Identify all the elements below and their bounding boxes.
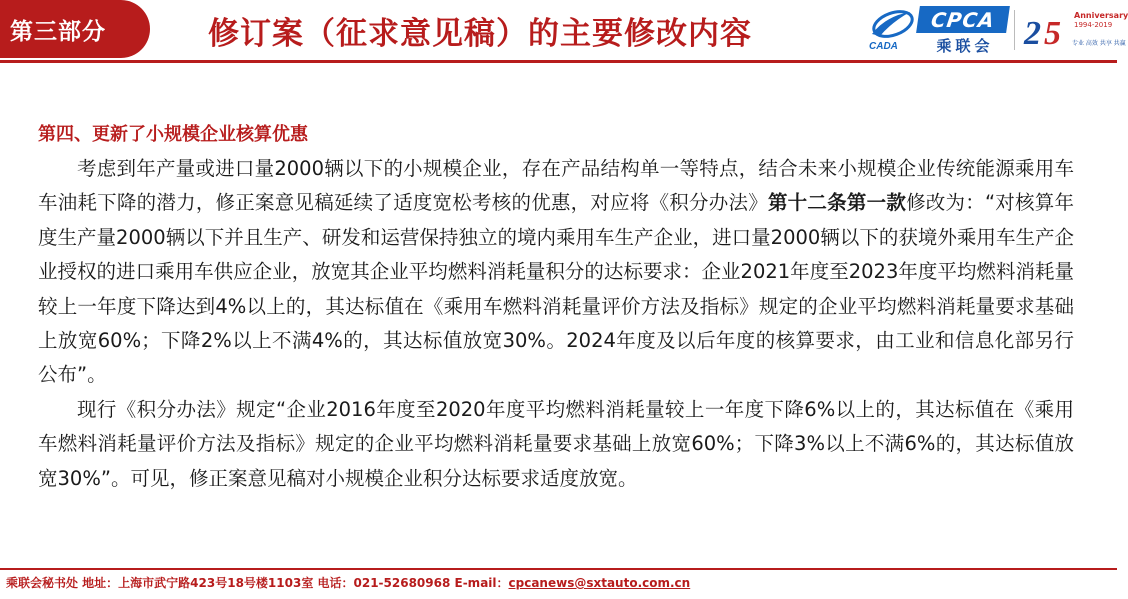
logo-divider [1014,10,1015,50]
cada-logo-icon [866,6,916,52]
section-heading: 第四、更新了小规模企业核算优惠 [38,124,308,145]
footer-email-link[interactable]: cpcanews@sxtauto.com.cn [508,576,691,590]
paragraph-2: 现行《积分办法》规定“企业2016年度至2020年度平均燃料消耗量较上一年度下降6%以上的，其达标值在《乘用车燃料消耗量评价方法及指标》规定的企业平均燃料消耗量要求基础上放宽60%；下降3%以上不满6%的，其达标值放宽30%”。可见，修正案意见稿对小规模企业积分达标要求适度放宽。 [38,397,1074,490]
svg-text:2: 2 [1024,15,1041,52]
footer-divider [0,568,1117,570]
paragraph-1 [38,152,1074,393]
anniversary-logo [1022,4,1128,56]
cpca-logo [918,6,1008,54]
header-divider [0,60,1117,63]
anniversary-25-icon [1022,4,1074,56]
section-tag: 第三部分 [0,0,150,58]
anniversary-slogan: 专业 高效 共享 共赢 [1072,40,1126,47]
svg-text:5: 5 [1044,15,1061,52]
footer [6,574,690,591]
paragraph-1-bold: 第十二条第一款 [767,191,907,215]
paragraph-1-text-a: 考虑到年产量或进口量2000辆以下的小规模企业，存在产品结构单一等特点，结合未来小规模企业传统能源乘用车车油耗下降的潜力，修正案意见稿延续了适度宽松考核的优惠，对应将《积分办法》 [38,157,1074,215]
paragraph-1-text-b: 修改为：“对核算年度生产量2000辆以下并且生产、研发和运营保持独立的境内乘用车生产企业，进口量2000辆以下的获境外乘用车生产企业授权的进口乘用车供应企业，放宽其企业平均燃料消耗量积分的达标要求：企业2021年度至2023年度平均燃料消耗量较上一年度下降达到4%以上的，其达标值在《乘用车燃料消耗量评价方法及指标》规定的企业平均燃料消耗量要求基础上放宽60%；下降2%以上不满4%的，其达标值放宽30%。2024年度及以后年度的核算要求，由工业和信息化部另行公布”。 [38,191,1074,387]
footer-contact: 乘联会秘书处 地址：上海市武宁路423号18号楼1103室 电话：021-52680968 E-mail： [6,576,509,590]
cpca-logo-text: CPCA [916,6,1010,33]
cada-logo-text: CADA [869,41,898,52]
slide-header [0,0,1128,64]
slide-content [38,118,1074,496]
cpca-logo-cn: 乘联会 [936,37,994,55]
anniversary-years: 1994-2019 [1074,21,1113,29]
anniversary-label: Anniversary [1074,11,1128,20]
page-title: 修订案（征求意见稿）的主要修改内容 [208,16,752,52]
